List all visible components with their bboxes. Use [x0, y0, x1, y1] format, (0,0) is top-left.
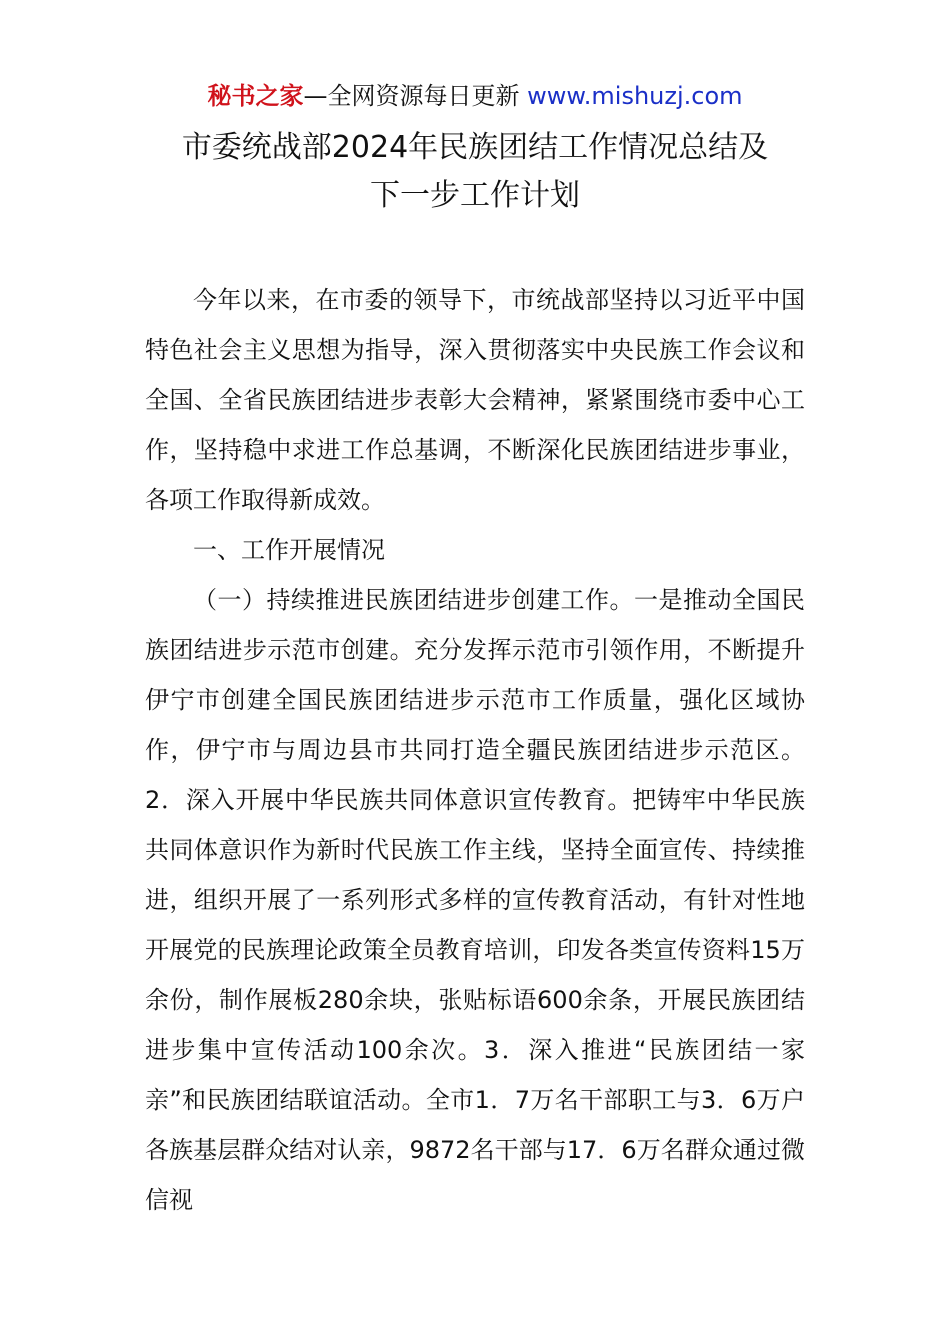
site-url-link[interactable]: www.mishuzj.com: [527, 82, 743, 110]
brand-name: 秘书之家: [207, 82, 304, 110]
document-body: [145, 275, 805, 1225]
site-banner: [0, 80, 950, 112]
paragraph-section-1: （一）持续推进民族团结进步创建工作。一是推动全国民族团结进步示范市创建。充分发挥示范市引领作用，不断提升伊宁市创建全国民族团结进步示范市工作质量，强化区域协作，伊宁市与周边县市共同打造全疆民族团结进步示范区。2．深入开展中华民族共同体意识宣传教育。把铸牢中华民族共同体意识作为新时代民族工作主线，坚持全面宣传、持续推进，组织开展了一系列形式多样的宣传教育活动，有针对性地开展党的民族理论政策全员教育培训，印发各类宣传资料15万余份，制作展板280余块，张贴标语600余条，开展民族团结进步集中宣传活动100余次。3．深入推进“民族团结一家亲”和民族团结联谊活动。全市1．7万名干部职工与3．6万户各族基层群众结对认亲，9872名干部与17．6万名群众通过微信视: [145, 586, 805, 1214]
banner-tagline: —全网资源每日更新: [303, 82, 528, 110]
paragraph-intro: 今年以来，在市委的领导下，市统战部坚持以习近平中国特色社会主义思想为指导，深入贯彻落实中央民族工作会议和全国、全省民族团结进步表彰大会精神，紧紧围绕市委中心工作，坚持稳中求进工作总基调，不断深化民族团结进步事业，各项工作取得新成效。: [145, 286, 805, 514]
title-line-1: 市委统战部2024年民族团结工作情况总结及: [181, 130, 769, 165]
document-title: [0, 124, 950, 220]
section-heading: 一、工作开展情况: [193, 536, 385, 564]
title-line-2: 下一步工作计划: [370, 178, 580, 213]
